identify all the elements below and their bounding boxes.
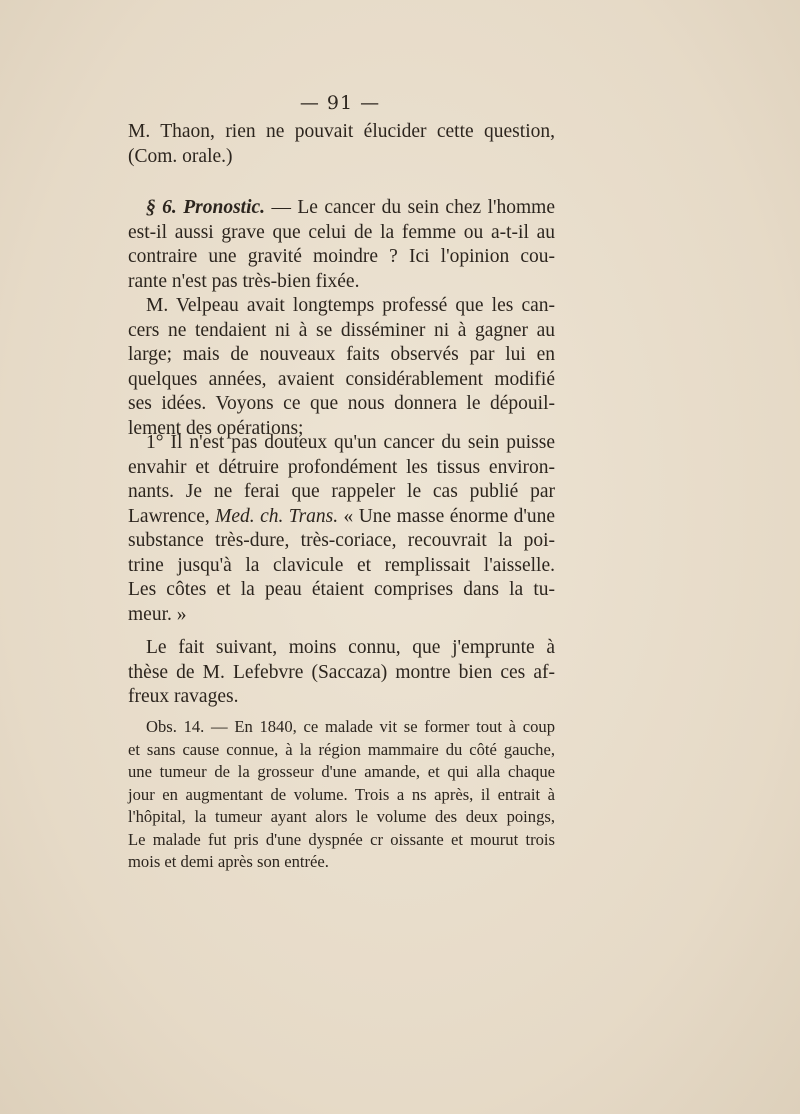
text-fragment: « Une masse énorme d'une — [338, 505, 555, 527]
text-line: lement des opérations; — [128, 417, 304, 439]
journal-title: Med. ch. Trans. — [215, 505, 339, 527]
text-line: 1° Il n'est pas douteux qu'un cancer du sein puisse — [146, 432, 555, 453]
text-line: Obs. 14. — En 1840, ce malade vit se former tout à coup — [146, 717, 555, 736]
text-line: une tumeur de la grosseur d'une amande, et qui alla chaque — [128, 762, 555, 781]
text-line: thèse de M. Lefebvre (Saccaza) montre bien ces af- — [128, 661, 555, 683]
text-line: M. Velpeau avait longtemps professé que les can- — [146, 295, 555, 316]
text-fragment: — Le cancer du sein chez l'homme — [271, 197, 555, 218]
text-line: l'hôpital, la tumeur ayant alors le volume des deux poings, — [128, 807, 555, 826]
text-line: mois et demi après son entrée. — [128, 852, 329, 871]
text-line: meur. » — [128, 603, 187, 625]
text-line: Le malade fut pris d'une dyspnée cr oissante et mourut trois — [128, 829, 555, 849]
text-line — [128, 196, 555, 221]
text-line: Les côtes et la peau étaient comprises dans la tu- — [128, 579, 555, 600]
section-heading: § 6. Pronostic. — [146, 197, 266, 218]
text-line: envahir et détruire profondément les tissus environ- — [128, 456, 555, 478]
text-line: trine jusqu'à la clavicule et remplissait l'aisselle. — [128, 554, 555, 576]
paragraph-1 — [128, 120, 555, 169]
text-line: M. Thaon, rien ne pouvait élucider cette question, — [128, 121, 555, 142]
text-line: jour en augmentant de volume. Trois a ns après, il entrait à — [128, 784, 555, 804]
text-line: rante n'est pas très-bien fixée. — [128, 270, 360, 292]
text-line: large; mais de nouveaux faits observés par lui en — [128, 344, 555, 365]
text-line: freux ravages. — [128, 686, 239, 707]
paragraph-pronostic — [128, 196, 555, 294]
text-line: contraire une gravité moindre ? Ici l'opinion cou- — [128, 246, 555, 267]
paragraph-fait-suivant — [128, 636, 555, 710]
text-line: (Com. orale.) — [128, 145, 233, 167]
text-line: quelques années, avaient considérablement modifié — [128, 368, 555, 390]
text-line: Le fait suivant, moins connu, que j'emprunte à — [146, 637, 555, 658]
text-line: est-il aussi grave que celui de la femme ou a-t-il au — [128, 221, 555, 243]
paragraph-velpeau — [128, 294, 555, 441]
text-line: nants. Je ne ferai que rappeler le cas publié par — [128, 481, 555, 502]
paragraph-point-1 — [128, 431, 555, 627]
text-line — [128, 505, 555, 530]
text-line: substance très-dure, très-coriace, recouvrait la poi- — [128, 530, 555, 551]
observation-14 — [128, 716, 555, 874]
text-line: ses idées. Voyons ce que nous donnera le dépouil- — [128, 393, 555, 414]
text-fragment: Lawrence, — [128, 505, 216, 527]
page-number: — 91 — — [299, 92, 381, 114]
text-line: et sans cause connue, à la région mammaire du côté gauche, — [128, 739, 555, 759]
text-line: cers ne tendaient ni à se disséminer ni à gagner au — [128, 319, 555, 341]
